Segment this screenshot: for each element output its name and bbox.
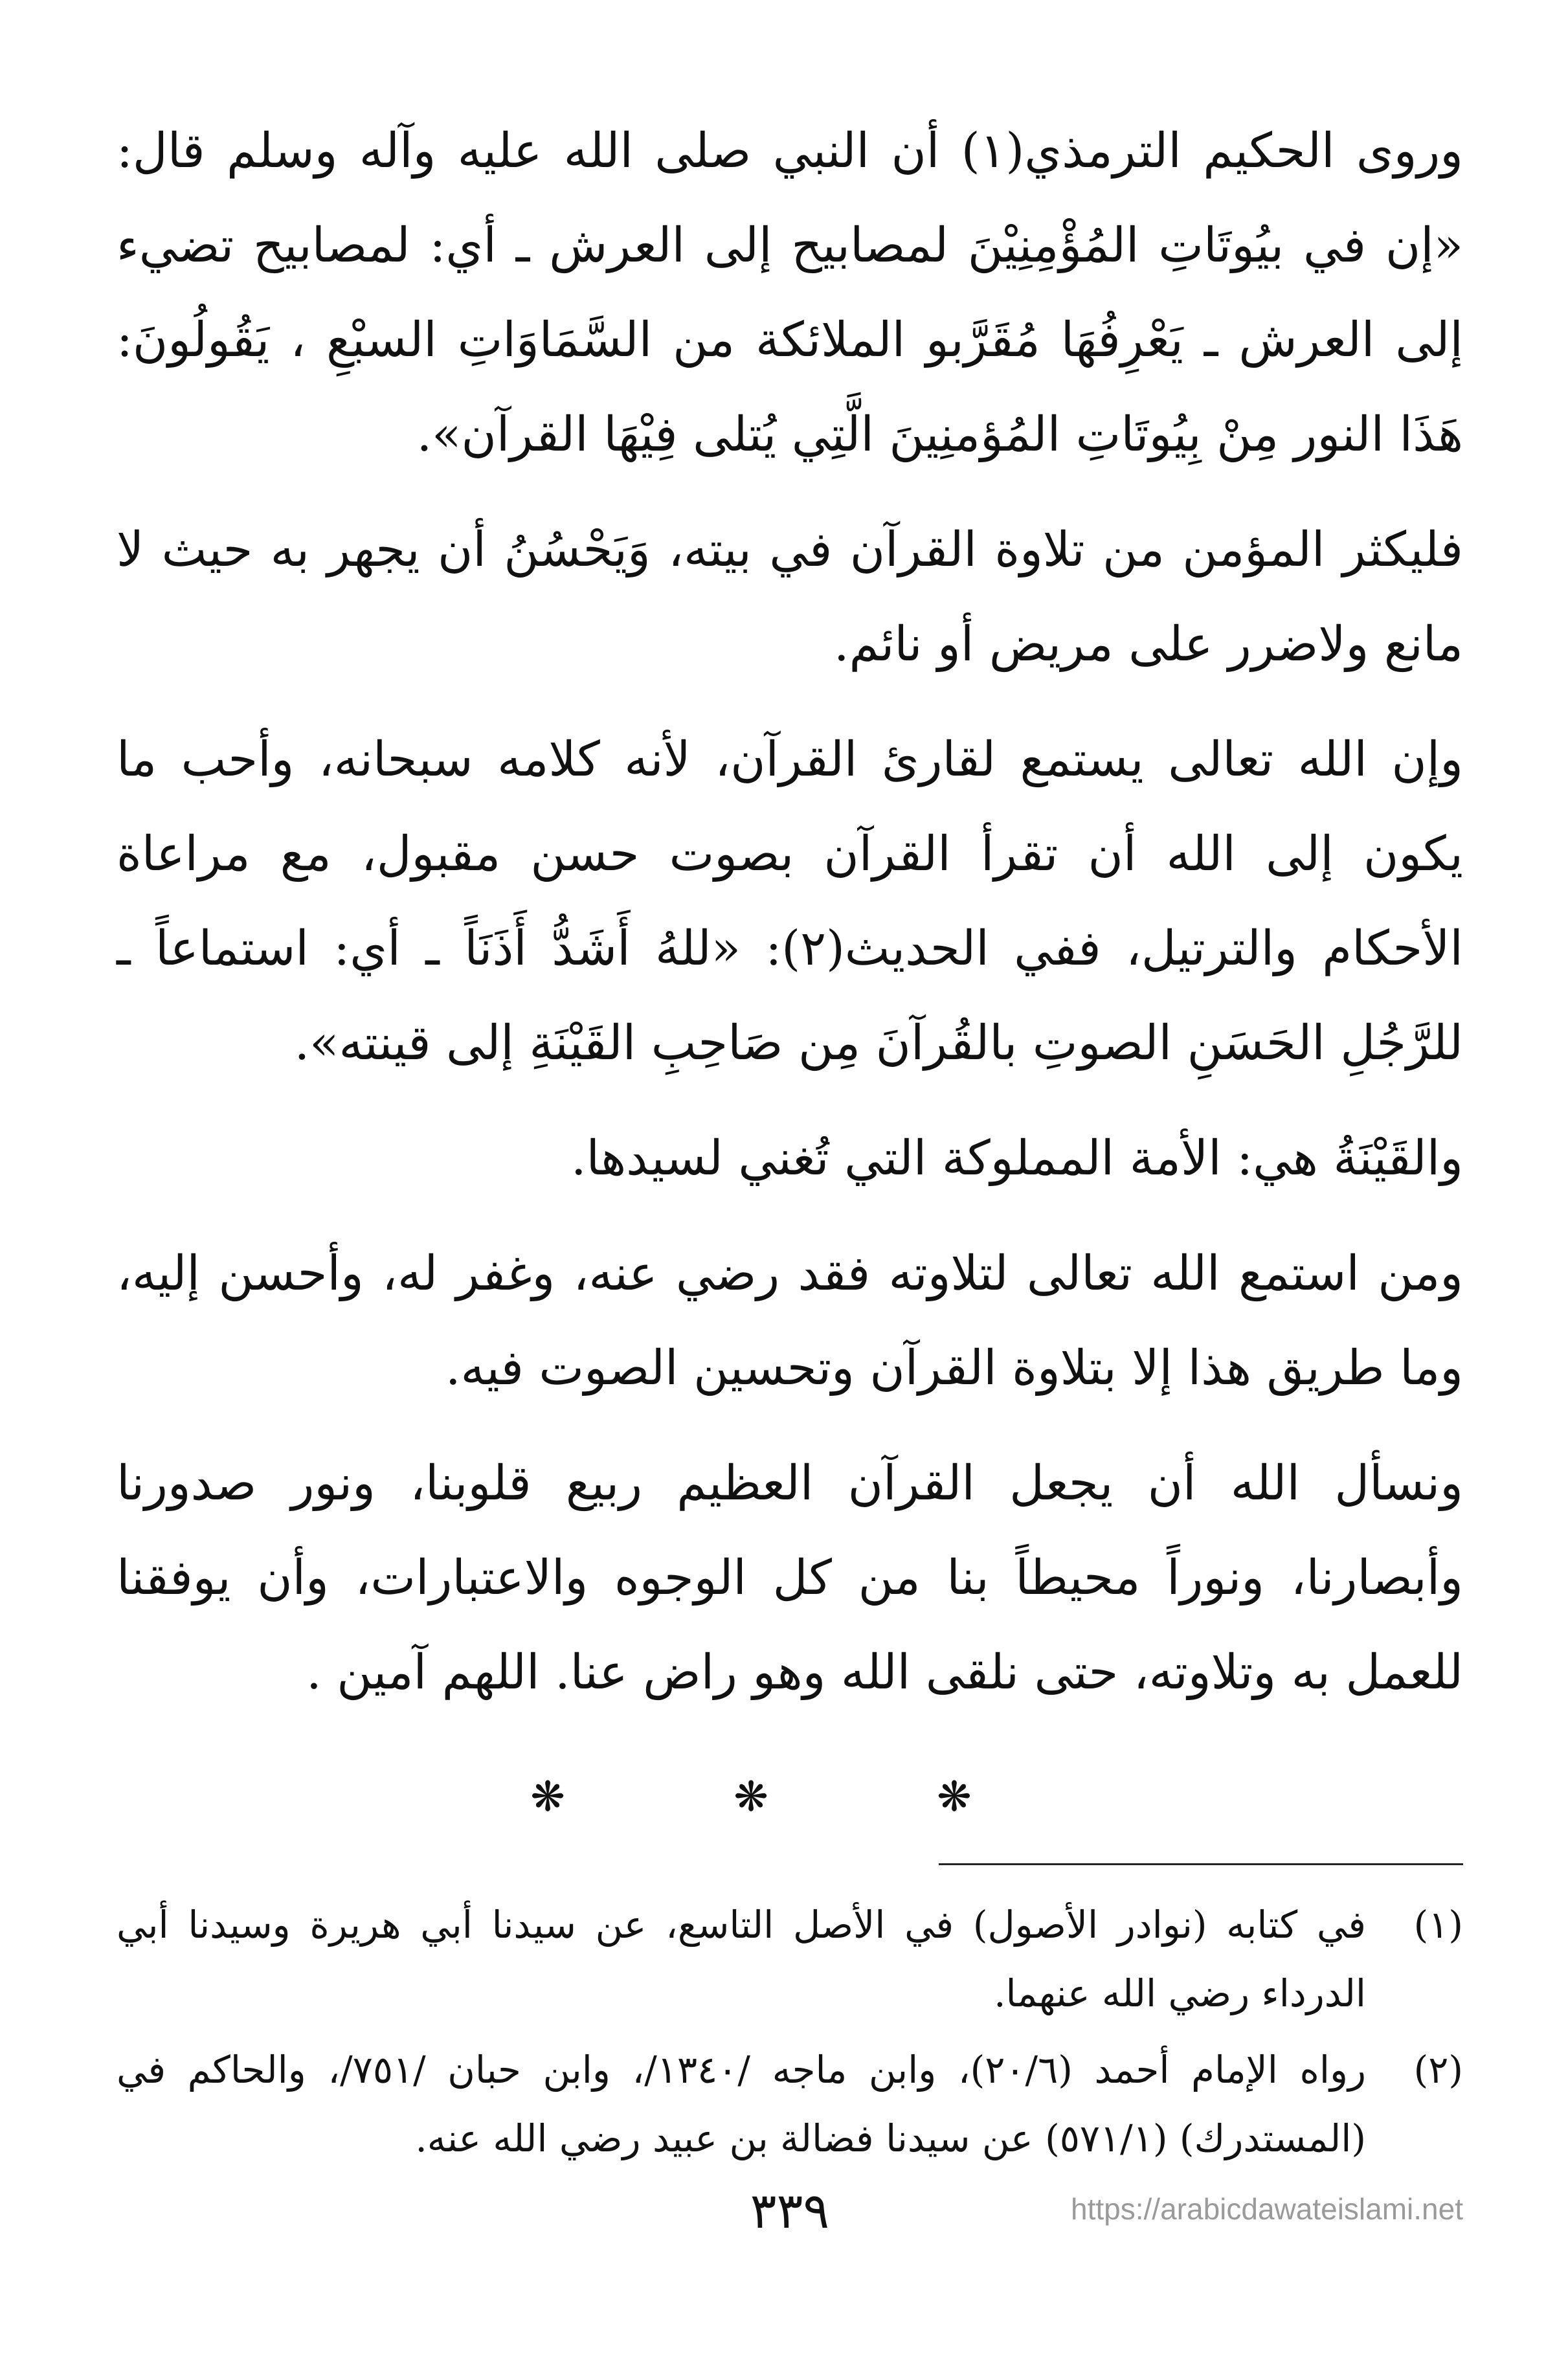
footnote-text: في كتابه (نوادر الأصول) في الأصل التاسع، عن سيدنا أبي هريرة وسيدنا أبي الدرداء رضي الله عنهما. xyxy=(117,1903,1366,2015)
main-text xyxy=(117,104,1463,1836)
paragraph-supplication: ونسأل الله أن يجعل القرآن العظيم ربيع قلوبنا، ونور صدورنا وأبصارنا، ونوراً محيطاً بنا من كل الوجوه والاعتبارات، وأن يوفقنا للعمل به وتلاوته، حتى نلقى الله وهو راض عنا. اللهم آمين . xyxy=(117,1455,1463,1700)
paragraph-pleased-listener: ومن استمع الله تعالى لتلاوته فقد رضي عنه، وغفر له، وأحسن إليه، وما طريق هذا إلا بتلاوة القرآن وتحسين الصوت فيه. xyxy=(117,1246,1463,1396)
watermark-url: https://arabicdawateislami.net xyxy=(1071,2192,1463,2226)
paragraph-recite-at-home: فليكثر المؤمن من تلاوة القرآن في بيته، وَيَحْسُنُ أن يجهر به حيث لا مانع ولاضرر على مريض أو نائم. xyxy=(117,522,1463,672)
footnote-divider xyxy=(939,1863,1463,1865)
footnote-item xyxy=(117,1890,1463,2028)
footnote-item xyxy=(117,2035,1463,2173)
section-separator-stars: ❋ ❋ ❋ xyxy=(530,1773,1049,1821)
paragraph-allah-listens: وإن الله تعالى يستمع لقارئ القرآن، لأنه كلامه سبحانه، وأحب ما يكون إلى الله أن تقرأ القرآن بصوت حسن مقبول، مع مراعاة الأحكام والترتيل، ففي الحديث(٢): «للهُ أَشَدُّ أَذَنَاً ـ أي: استماعاً ـ للرَّجُلِ الحَسَنِ الصوتِ بالقُرآنَ مِن صَاحِبِ القَيْنَةِ إلى قينته». xyxy=(117,732,1463,1071)
footnotes xyxy=(117,1890,1463,2180)
footnote-number: (٢) xyxy=(1413,2048,1463,2092)
footnote-text: رواه الإمام أحمد (٢٠/٦)، وابن ماجه /١٣٤٠/، وابن حبان /٧٥١/، والحاكم في (المستدرك) (٥٧١/١) عن سيدنا فضالة بن عبيد رضي الله عنه. xyxy=(117,2048,1367,2160)
footnote-number: (١) xyxy=(1413,1903,1463,1947)
paragraph-qaynah-definition: والقَيْنَةُ هي: الأمة المملوكة التي تُغني لسيدها. xyxy=(571,1130,1463,1186)
page-number: ٣٣٩ xyxy=(750,2182,830,2239)
paragraph-hadith-tirmidhi: وروى الحكيم الترمذي(١) أن النبي صلى الله عليه وآله وسلم قال: «إن في بيُوتَاتِ المُؤْمِنِيْنَ لمصابيح إلى العرش ـ أي: لمصابيح تضيء إلى العرش ـ يَعْرِفُهَا مُقَرَّبو الملائكة من السَّمَاوَاتِ السبْعِ ، يَقُولُونَ: هَذَا النور مِنْ بِيُوتَاتِ المُؤمنِينَ الَّتِي يُتلى فِيْهَا القرآن». xyxy=(117,123,1464,462)
